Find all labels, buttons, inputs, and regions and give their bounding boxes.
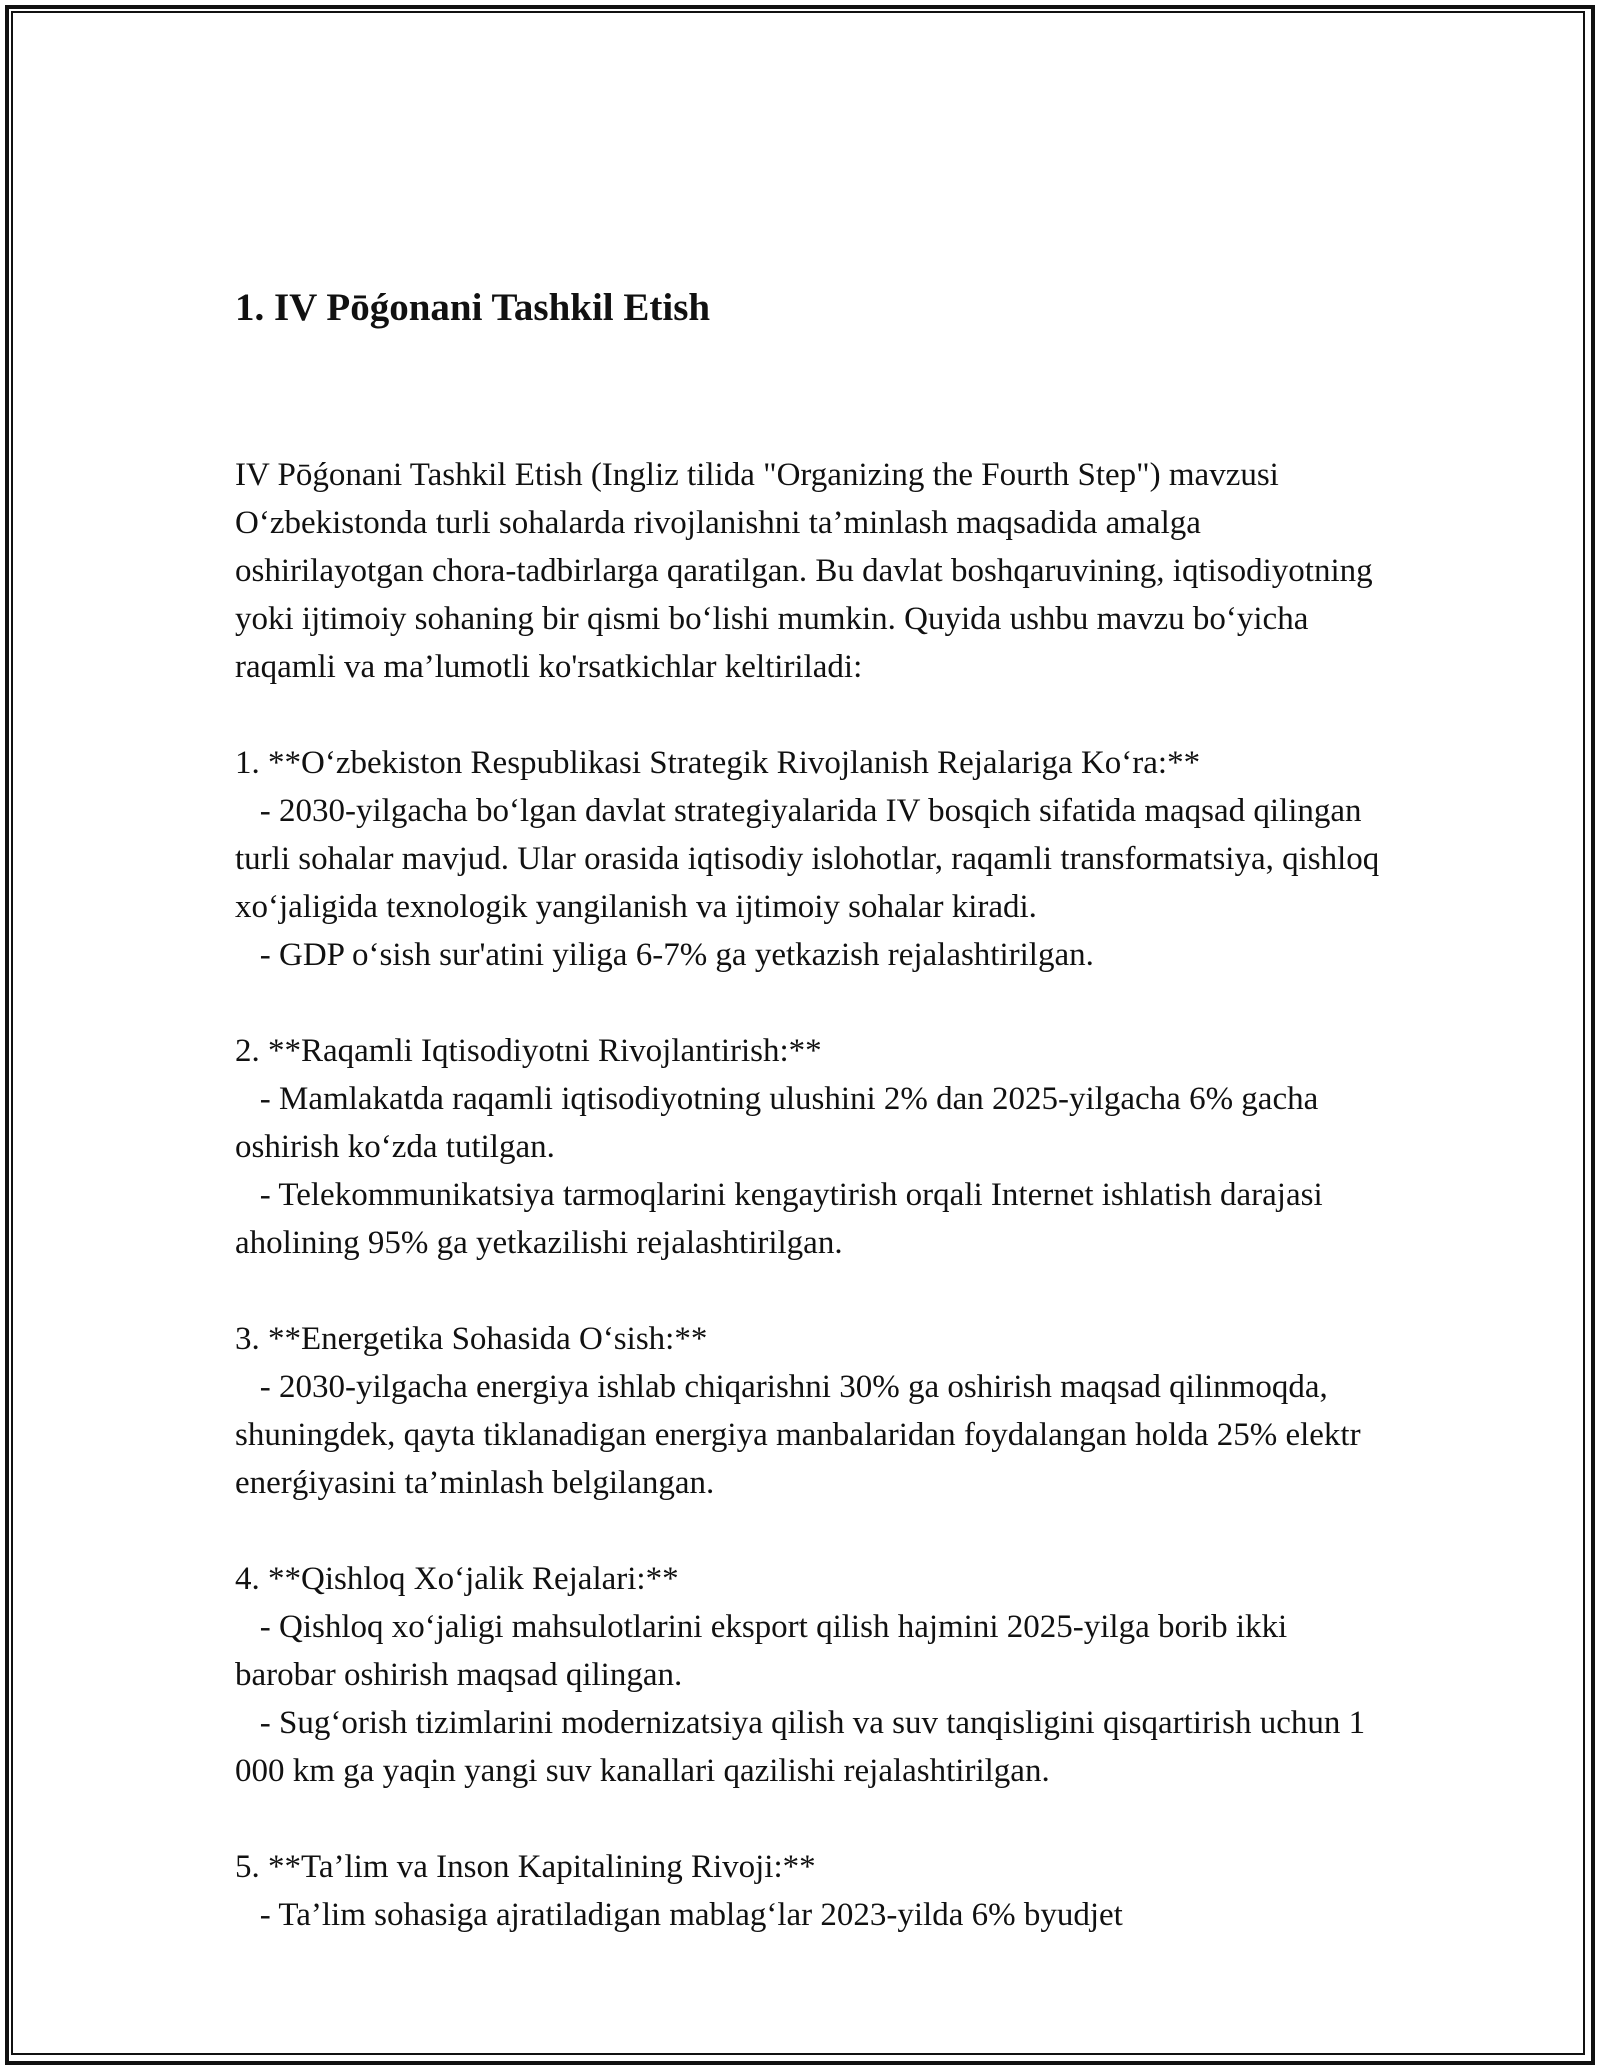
document-text: IV Pōǵonani Tashkil Etish (Ingliz tilida "Organizing the Fourth Step") mavzusi O‘zbekistonda turli sohalarda rivojlanishni ta’minlash maqsadida amalga oshirilayotgan chora-tadbirlarga qaratilgan. Bu davlat boshqaruvining, iqtisodiyotning yoki ijtimoiy sohaning bir qismi bo‘lishi mumkin. Quyida ushbu mavzu bo‘yicha raqamli va ma’lumotli ko'rsatkichlar keltiriladi: 1. **O‘zbekiston Respublikasi Strategik Rivojlanish Rejalariga Ko‘ra:** - 2030-yilgacha bo‘lgan davlat strategiyalarida IV bosqich sifatida maqsad qilingan turli sohalar mavjud. Ular orasida iqtisodiy islohotlar, raqamli transformatsiya, qishloq xo‘jaligida texnologik yangilanish va ijtimoiy sohalar kiradi. - GDP o‘sish sur'atini yiliga 6-7% ga yetkazish rejalashtirilgan. 2. **Raqamli Iqtisodiyotni Rivojlantirish:** - Mamlakatda raqamli iqtisodiyotning ulushini 2% dan 2025-yilgacha 6% gacha oshirish ko‘zda tutilgan. - Telekommunikatsiya tarmoqlarini kengaytirish orqali Internet ishlatish darajasi aholining 95% ga yetkazilishi rejalashtirilgan. 3. **Energetika Sohasida O‘sish:** - 2030-yilgacha energiya ishlab chiqarishni 30% ga oshirish maqsad qilinmoqda, shuningdek, qayta tiklanadigan energiya manbalaridan foydalangan holda 25% elektr enerǵiyasini ta’minlash belgilangan. 4. **Qishloq Xo‘jalik Rejalari:** - Qishloq xo‘jaligi mahsulotlarini eksport qilish hajmini 2025-yilga borib ikki barobar oshirish maqsad qilingan. - Sug‘orish tizimlarini modernizatsiya qilish va suv tanqisligini qisqartirish uchun 1 000 km ga yaqin yangi suv kanallari qazilishi rejalashtirilgan. 5. **Ta’lim va Inson Kapitalining Rivoji:** - Ta’lim sohasiga ajratiladigan mablag‘lar 2023-yilda 6% byudjet — [235, 457, 1380, 1933]
document-heading: 1. IV Pōǵonani Tashkil Etish — [235, 286, 711, 329]
document-body — [235, 185, 1385, 1987]
